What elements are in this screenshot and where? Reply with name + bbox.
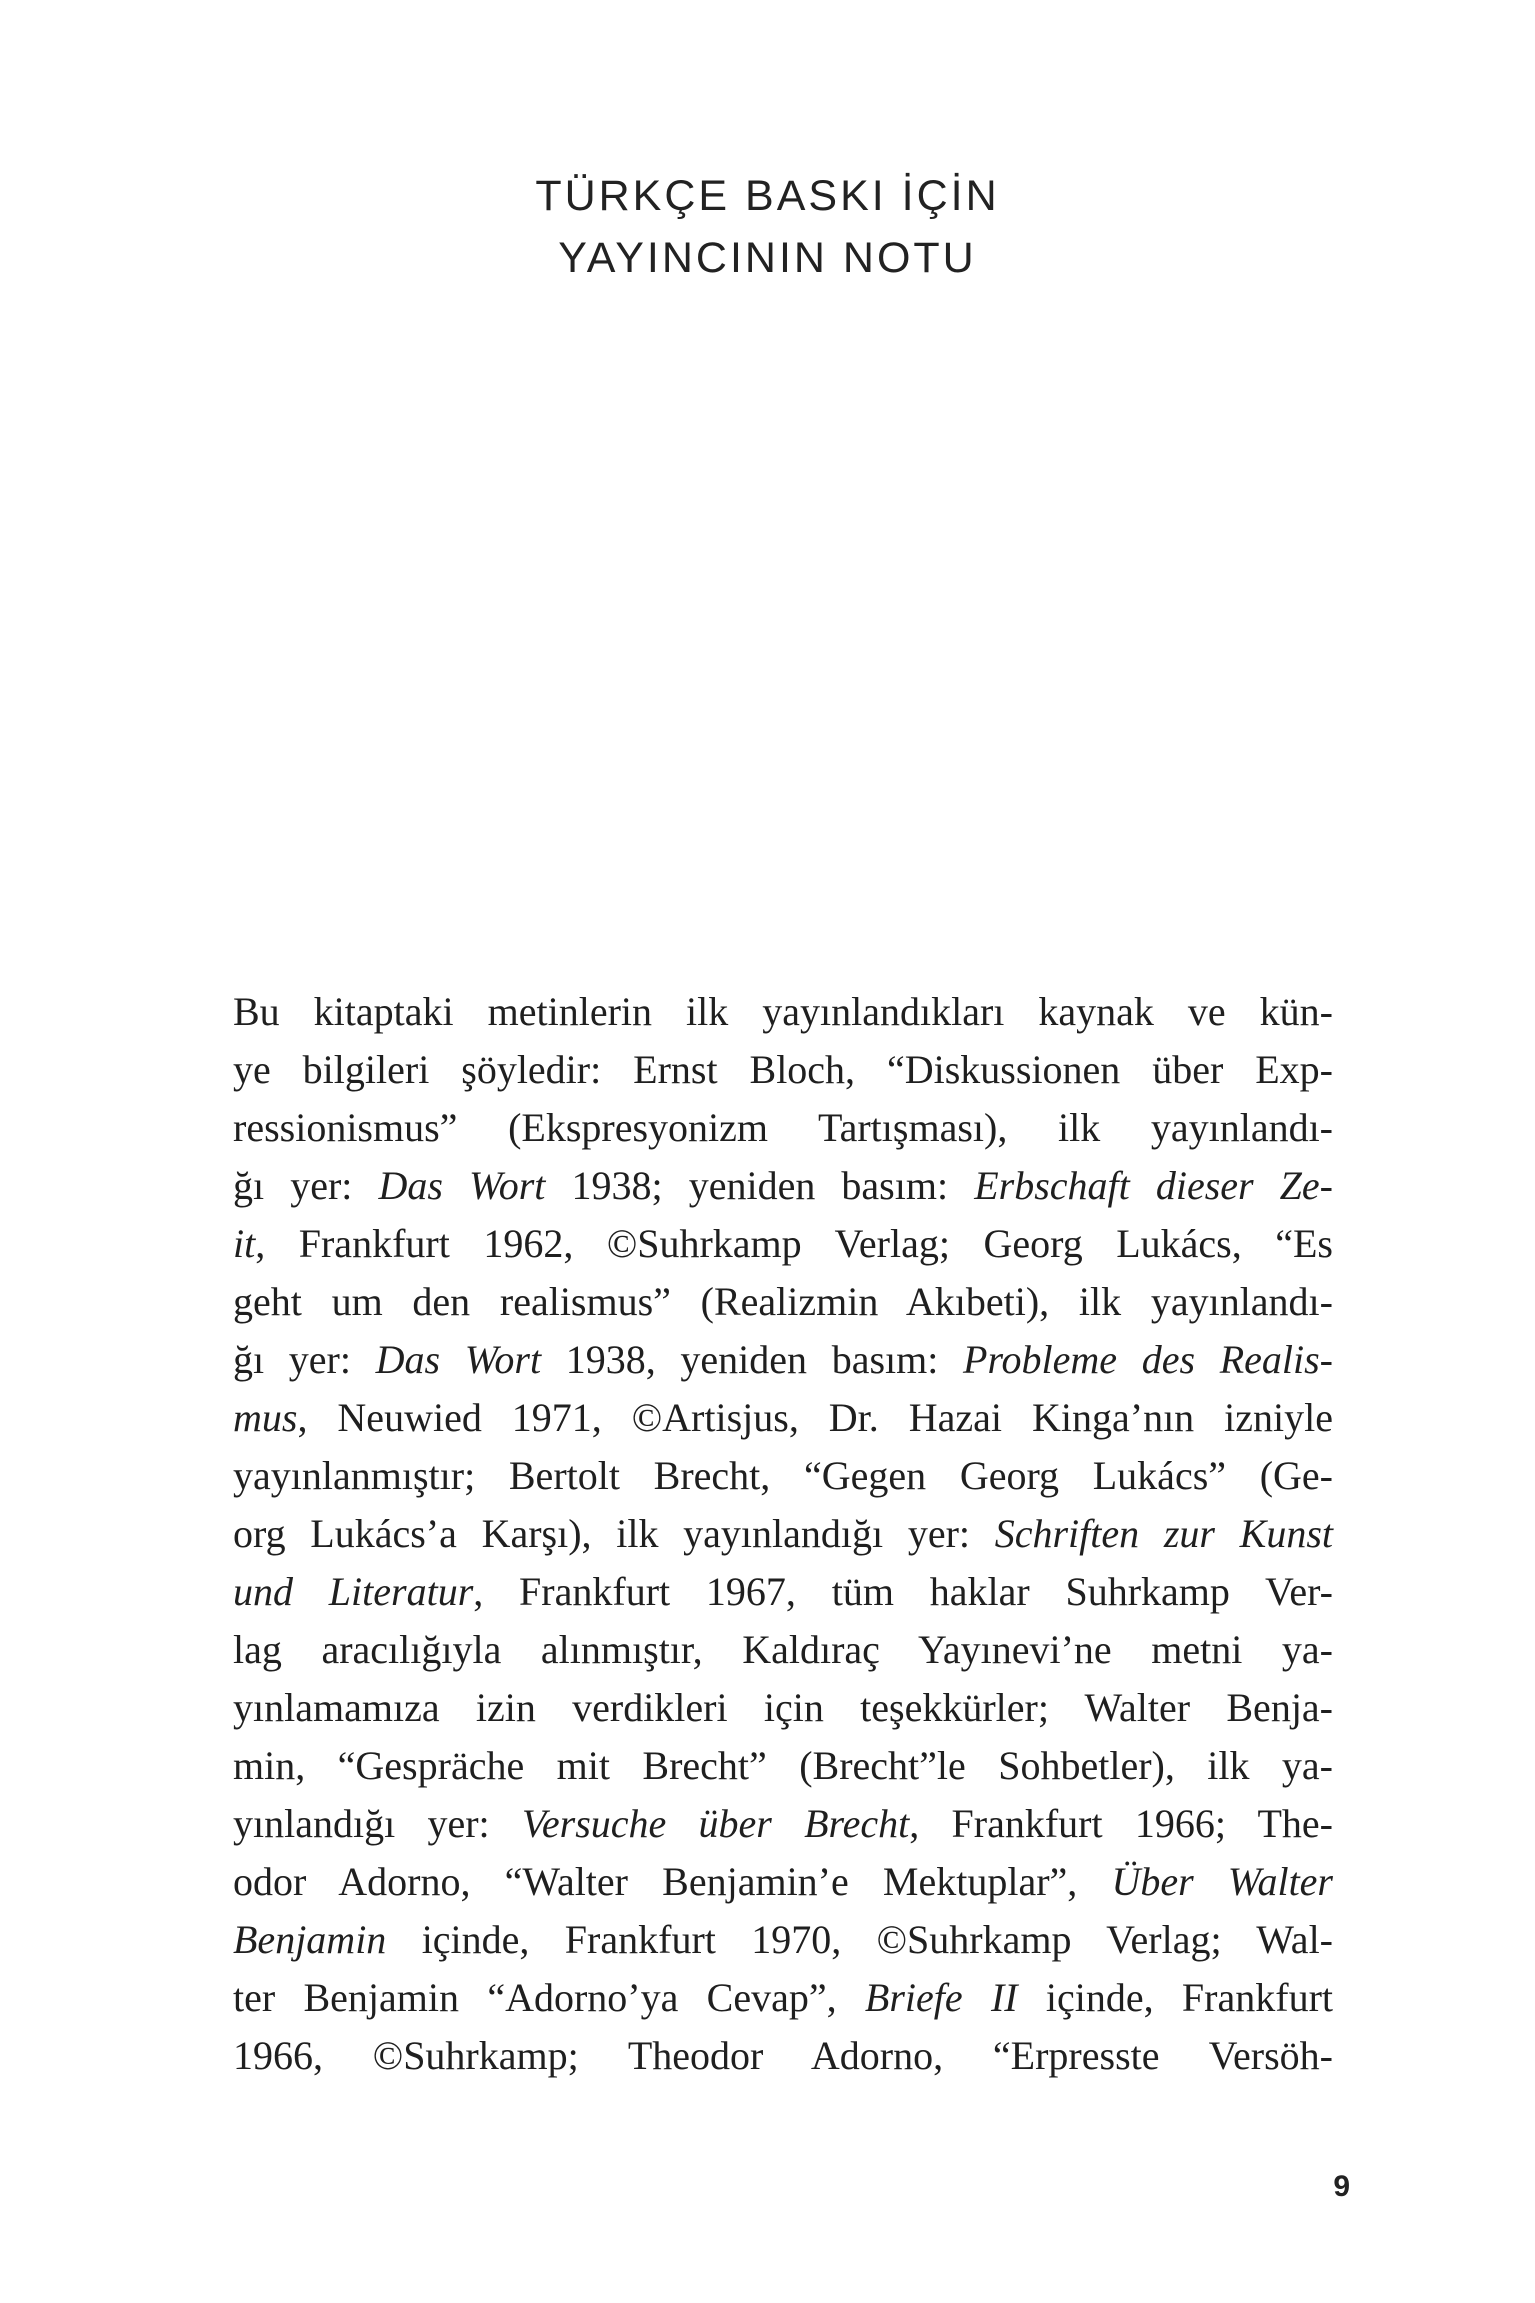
italic-title: Erbschaft dieser Ze- (974, 1163, 1334, 1208)
italic-title: Das Wort (375, 1337, 542, 1382)
text-run: , Neuwied 1971, ©Artisjus, Dr. Hazai Kinga’nın izniyle (297, 1395, 1333, 1440)
heading-line-2: YAYINCININ NOTU (558, 234, 977, 282)
text-line (233, 1563, 1333, 1621)
text-run: içinde, Frankfurt (1017, 1975, 1334, 2020)
text-line (233, 983, 1333, 1041)
text-run: , Frankfurt 1966; The- (909, 1801, 1333, 1846)
text-line (233, 1737, 1333, 1795)
text-run: lag aracılığıyla alınmıştır, Kaldıraç Yayınevi’ne metni ya- (233, 1627, 1333, 1672)
heading-line-1: TÜRKÇE BASKI İÇİN (535, 172, 1000, 220)
text-run: ressionismus” (Ekspresyonizm Tartışması), ilk yayınlandı- (233, 1105, 1333, 1150)
text-run: yayınlanmıştır; Bertolt Brecht, “Gegen Georg Lukács” (Ge- (233, 1453, 1333, 1498)
text-run: ğı yer: (233, 1163, 379, 1208)
text-run: içinde, Frankfurt 1970, ©Suhrkamp Verlag; Wal- (386, 1917, 1333, 1962)
text-run: ye bilgileri şöyledir: Ernst Bloch, “Diskussionen über Exp- (233, 1047, 1333, 1092)
italic-title: Versuche über Brecht (521, 1801, 910, 1846)
text-run: 1966, ©Suhrkamp; Theodor Adorno, “Erpresste Versöh- (233, 2033, 1333, 2078)
chapter-heading (0, 165, 1535, 289)
text-run: org Lukács’a Karşı), ilk yayınlandığı yer: (233, 1511, 995, 1556)
text-run: yınlandığı yer: (233, 1801, 522, 1846)
italic-title: it (233, 1221, 256, 1266)
italic-title: Briefe II (864, 1975, 1018, 2020)
text-run: min, “Gespräche mit Brecht” (Brecht”le Sohbetler), ilk ya- (233, 1743, 1333, 1788)
text-line (233, 1969, 1333, 2027)
text-run: ğı yer: (233, 1337, 376, 1382)
italic-title: und Literatur (233, 1569, 474, 1614)
text-run: 1938; yeniden basım: (545, 1163, 975, 1208)
italic-title: Schriften zur Kunst (994, 1511, 1334, 1556)
text-line (233, 1911, 1333, 1969)
text-run: odor Adorno, “Walter Benjamin’e Mektuplar”, (233, 1859, 1112, 1904)
text-line (233, 1679, 1333, 1737)
text-run: , Frankfurt 1962, ©Suhrkamp Verlag; Georg Lukács, “Es (255, 1221, 1333, 1266)
italic-title: Benjamin (233, 1917, 387, 1962)
text-run: geht um den realismus” (Realizmin Akıbeti), ilk yayınlandı- (233, 1279, 1333, 1324)
text-run: Bu kitaptaki metinlerin ilk yayınlandıkları kaynak ve kün- (233, 989, 1333, 1034)
text-run: 1938, yeniden basım: (541, 1337, 964, 1382)
text-run: , Frankfurt 1967, tüm haklar Suhrkamp Ver- (473, 1569, 1333, 1614)
text-line (233, 1273, 1333, 1331)
italic-title: mus (233, 1395, 298, 1440)
text-line (233, 1505, 1333, 1563)
italic-title: Das Wort (378, 1163, 546, 1208)
text-line (233, 1447, 1333, 1505)
text-line (233, 1331, 1333, 1389)
italic-title: Probleme des Realis- (963, 1337, 1334, 1382)
text-line (233, 1041, 1333, 1099)
text-line (233, 1853, 1333, 1911)
text-run: ter Benjamin “Adorno’ya Cevap”, (233, 1975, 865, 2020)
text-line (233, 1795, 1333, 1853)
text-line (233, 2027, 1333, 2085)
text-line (233, 1099, 1333, 1157)
italic-title: Über Walter (1111, 1859, 1333, 1904)
text-line (233, 1215, 1333, 1273)
text-run: yınlamamıza izin verdikleri için teşekkürler; Walter Benja- (233, 1685, 1333, 1730)
text-line (233, 1389, 1333, 1447)
page-number: 9 (1333, 2170, 1350, 2203)
body-paragraph (233, 983, 1333, 2085)
text-line (233, 1621, 1333, 1679)
text-line (233, 1157, 1333, 1215)
